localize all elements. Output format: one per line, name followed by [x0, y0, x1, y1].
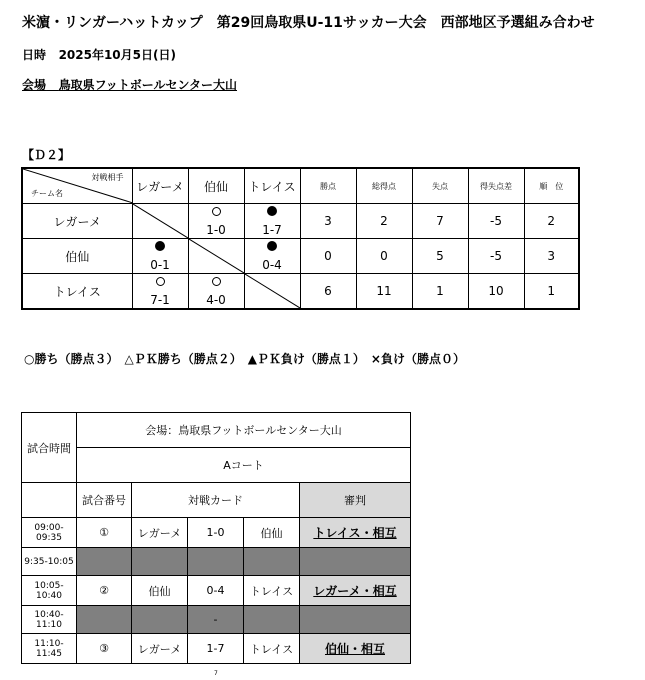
match-result-cell — [244, 239, 300, 274]
away-team: トレイス — [244, 576, 300, 606]
schedule-break-row — [22, 548, 411, 576]
loss-dot-icon — [267, 206, 277, 216]
home-team: 伯仙 — [132, 576, 188, 606]
venue-value: 鳥取県フットボールセンター大山 — [58, 78, 238, 92]
match-result-cell — [188, 204, 244, 239]
schedule-break-row — [22, 606, 411, 634]
break-cell — [77, 548, 132, 576]
card-header: 対戦カード — [132, 483, 300, 518]
schedule-venue-row — [22, 413, 411, 448]
stat-value: 3 — [524, 239, 579, 274]
stat-value: 6 — [300, 274, 356, 310]
break-cell — [132, 606, 188, 634]
win-circle-icon — [156, 277, 165, 286]
opponent-header: 伯仙 — [188, 168, 244, 204]
break-cell — [244, 548, 300, 576]
match-score: 0-4 — [262, 258, 282, 272]
schedule-court-row — [22, 448, 411, 483]
league-table — [21, 167, 580, 310]
referee-header: 審判 — [300, 483, 411, 518]
stat-value: 7 — [412, 204, 468, 239]
match-time: 9:35-10:05 — [22, 548, 77, 576]
break-score: - — [188, 606, 244, 634]
self-match-cell — [188, 239, 244, 274]
opponent-header: トレイス — [244, 168, 300, 204]
league-row — [22, 204, 579, 239]
match-score: 7-1 — [150, 293, 170, 307]
match-time: 10:05-10:40 — [22, 576, 77, 606]
stat-value: 1 — [412, 274, 468, 310]
date-label: 日時 — [22, 48, 47, 62]
referee: トレイス・相互 — [300, 518, 411, 548]
page-title: 米濵・リンガーハットカップ 第29回鳥取県U-11サッカー大会 西部地区予選組み合わせ — [22, 15, 595, 31]
match-score: 1-7 — [262, 223, 282, 237]
opponent-header: レガーメ — [132, 168, 188, 204]
match-score: 1-0 — [206, 223, 226, 237]
match-result-cell — [188, 274, 244, 310]
group-label: 【Ｄ２】 — [22, 148, 71, 162]
self-match-cell — [132, 204, 188, 239]
corner-cell — [22, 168, 132, 204]
venue-label: 会場 — [22, 78, 47, 92]
stat-value: 2 — [356, 204, 412, 239]
schedule-match-row — [22, 518, 411, 548]
stat-value: 1 — [524, 274, 579, 310]
time-header-blank — [22, 483, 77, 518]
stat-value: 5 — [412, 239, 468, 274]
corner-top-label: 対戦相手 — [91, 173, 124, 182]
date-value: 2025年10月5日(日) — [58, 48, 176, 62]
match-number: ① — [77, 518, 132, 548]
break-cell — [132, 548, 188, 576]
time-header: 試合時間 — [22, 413, 77, 483]
schedule-header-row — [22, 483, 411, 518]
match-result-cell — [132, 239, 188, 274]
diagonal-line — [189, 239, 244, 273]
match-score: 1-7 — [188, 634, 244, 664]
page-number: 7 — [214, 670, 218, 677]
win-circle-icon — [212, 277, 221, 286]
corner-bottom-label: チーム名 — [31, 189, 63, 198]
match-score: 1-0 — [188, 518, 244, 548]
stat-header: 総得点 — [356, 168, 412, 204]
stat-value: -5 — [468, 204, 524, 239]
schedule-match-row — [22, 576, 411, 606]
home-team: レガーメ — [132, 634, 188, 664]
match-time: 10:40-11:10 — [22, 606, 77, 634]
win-circle-icon — [212, 207, 221, 216]
break-cell — [77, 606, 132, 634]
date-line — [22, 46, 176, 63]
match-number: ③ — [77, 634, 132, 664]
stat-value: 0 — [300, 239, 356, 274]
referee: 伯仙・相互 — [300, 634, 411, 664]
court-label: Aコート — [77, 448, 411, 483]
league-row — [22, 274, 579, 310]
break-score — [188, 548, 244, 576]
match-score: 4-0 — [206, 293, 226, 307]
break-cell — [300, 606, 411, 634]
match-number: ② — [77, 576, 132, 606]
diagonal-line — [245, 274, 300, 308]
stat-header: 得失点差 — [468, 168, 524, 204]
venue-line — [22, 76, 237, 93]
match-time: 11:10-11:45 — [22, 634, 77, 664]
diagonal-line — [133, 204, 188, 238]
home-team: レガーメ — [132, 518, 188, 548]
match-no-header: 試合番号 — [77, 483, 132, 518]
stat-value: -5 — [468, 239, 524, 274]
break-cell — [300, 548, 411, 576]
schedule-venue: 会場：鳥取県フットボールセンター大山 — [77, 413, 411, 448]
stat-header: 勝点 — [300, 168, 356, 204]
match-score: 0-1 — [150, 258, 170, 272]
self-match-cell — [244, 274, 300, 310]
schedule-match-row — [22, 634, 411, 664]
match-result-cell — [244, 204, 300, 239]
stat-value: 11 — [356, 274, 412, 310]
league-header-row — [22, 168, 579, 204]
team-name: トレイス — [22, 274, 132, 310]
referee: レガーメ・相互 — [300, 576, 411, 606]
result-legend: ○勝ち（勝点３） △ＰＫ勝ち（勝点２） ▲ＰＫ負け（勝点１） ×負け（勝点０） — [24, 352, 465, 366]
stat-value: 0 — [356, 239, 412, 274]
stat-value: 10 — [468, 274, 524, 310]
match-time: 09:00-09:35 — [22, 518, 77, 548]
stat-header: 順 位 — [524, 168, 579, 204]
loss-dot-icon — [267, 241, 277, 251]
match-result-cell — [132, 274, 188, 310]
loss-dot-icon — [155, 241, 165, 251]
team-name: 伯仙 — [22, 239, 132, 274]
schedule-table — [21, 412, 411, 664]
stat-value: 2 — [524, 204, 579, 239]
stat-header: 失点 — [412, 168, 468, 204]
away-team: 伯仙 — [244, 518, 300, 548]
match-score: 0-4 — [188, 576, 244, 606]
league-row — [22, 239, 579, 274]
away-team: トレイス — [244, 634, 300, 664]
break-cell — [244, 606, 300, 634]
stat-value: 3 — [300, 204, 356, 239]
team-name: レガーメ — [22, 204, 132, 239]
